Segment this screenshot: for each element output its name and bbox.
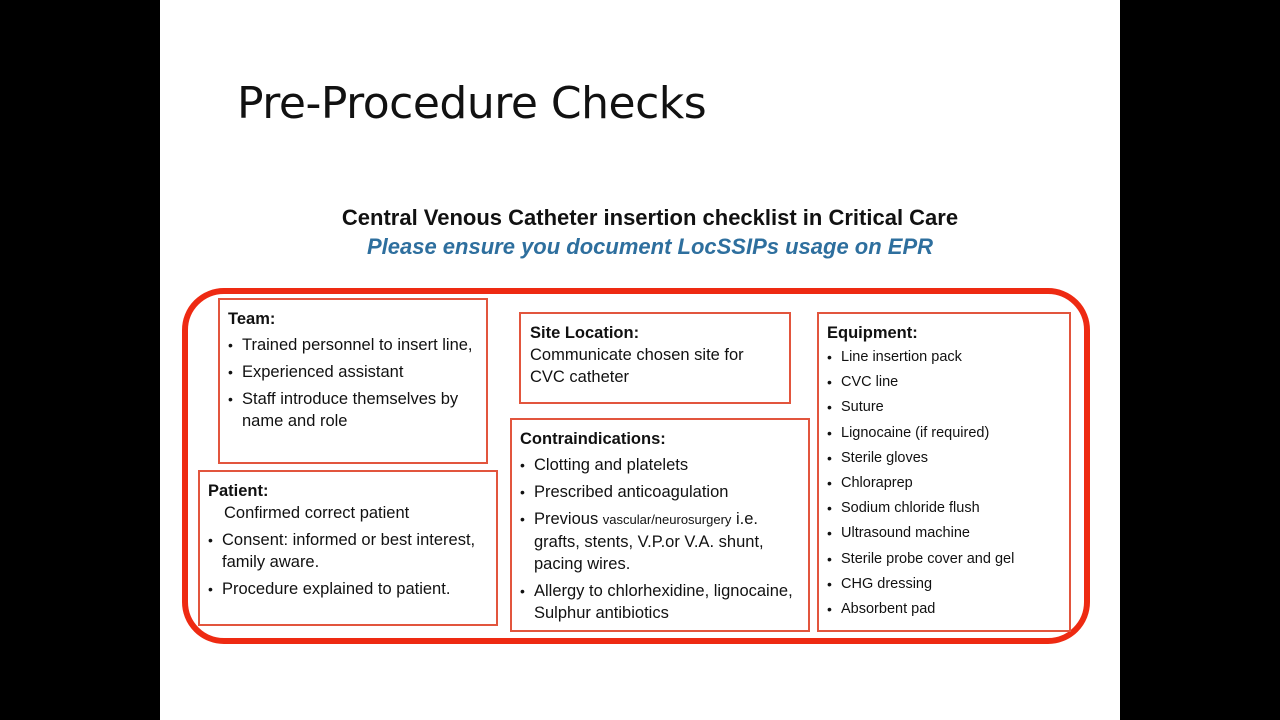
list-item: • Experienced assistant	[228, 361, 478, 383]
patient-title: Patient:	[208, 482, 269, 500]
contraindications-list	[520, 454, 800, 624]
list-item: • Sodium chloride flush	[827, 497, 1061, 519]
team-list	[228, 334, 478, 432]
item-text: i.e. grafts, stents, V.P.or V.A. shunt, pacing wires.	[534, 510, 764, 573]
list-item: • Clotting and platelets	[520, 454, 800, 476]
site-text: Communicate chosen site for CVC catheter	[530, 346, 744, 386]
patient-list	[208, 529, 488, 600]
contraindications-box	[510, 418, 810, 632]
list-item: • Allergy to chlorhexidine, lignocaine, Sulphur antibiotics	[520, 580, 800, 624]
list-item: • Ultrasound machine	[827, 522, 1061, 544]
equipment-title: Equipment:	[827, 324, 918, 342]
equipment-box	[817, 312, 1071, 632]
site-location-box	[519, 312, 791, 404]
list-item: • CVC line	[827, 371, 1061, 393]
checklist-subheading: Please ensure you document LocSSIPs usage on EPR	[366, 234, 934, 259]
patient-intro: Confirmed correct patient	[224, 504, 410, 522]
slide-title: Pre-Procedure Checks	[237, 78, 707, 129]
list-item: • Consent: informed or best interest, family aware.	[208, 529, 488, 573]
team-box	[218, 298, 488, 464]
list-item: • Chloraprep	[827, 472, 1061, 494]
team-title: Team:	[228, 310, 276, 328]
list-item: • Absorbent pad	[827, 598, 1061, 620]
patient-box	[198, 470, 498, 626]
list-item	[520, 508, 800, 575]
contraindications-title: Contraindications:	[520, 430, 666, 448]
list-item: • Lignocaine (if required)	[827, 422, 1061, 444]
list-item: • Trained personnel to insert line,	[228, 334, 478, 356]
slide	[160, 0, 1120, 720]
checklist-heading: Central Venous Catheter insertion checklist in Critical Care	[341, 205, 959, 230]
item-text: Previous	[534, 510, 603, 528]
list-item: • Prescribed anticoagulation	[520, 481, 800, 503]
list-item: • Sterile gloves	[827, 447, 1061, 469]
list-item: • Line insertion pack	[827, 346, 1061, 368]
list-item: • Procedure explained to patient.	[208, 578, 488, 600]
list-item: • Sterile probe cover and gel	[827, 548, 1061, 570]
equipment-list	[827, 346, 1061, 620]
site-title: Site Location:	[530, 324, 640, 342]
list-item: • CHG dressing	[827, 573, 1061, 595]
list-item: • Staff introduce themselves by name and role	[228, 388, 478, 432]
item-text-small: vascular/neurosurgery	[602, 512, 732, 527]
list-item: • Suture	[827, 396, 1061, 418]
